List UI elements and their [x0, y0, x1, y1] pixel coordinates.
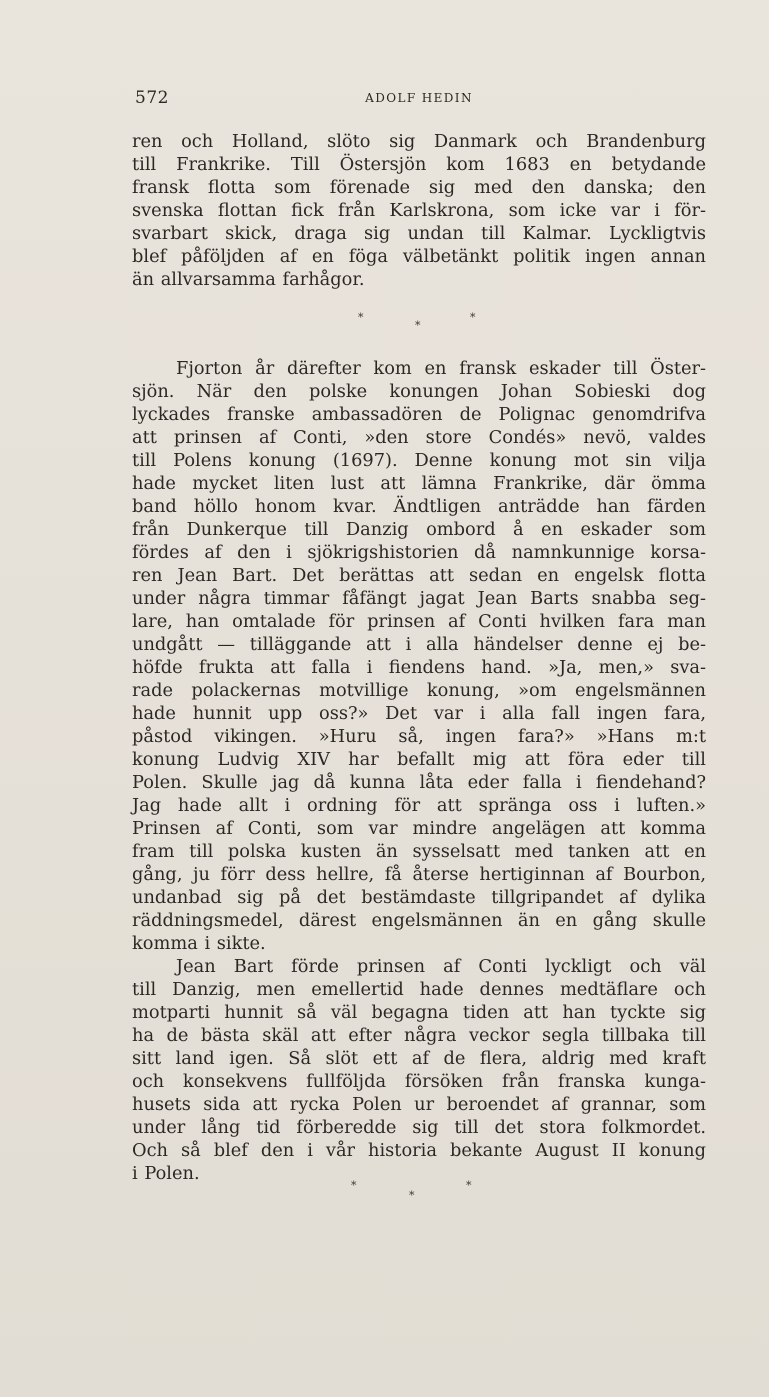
paragraph-3-line: Jean Bart förde prinsen af Conti lyckligt och väl: [176, 956, 706, 977]
paragraph-2-line: band höllo honom kvar. Ändtligen anträdde han färden: [132, 496, 706, 517]
running-head: ADOLF HEDIN: [365, 91, 473, 105]
paragraph-1-line: än allvarsamma farhågor.: [132, 269, 365, 290]
paragraph-2-line: komma i sikte.: [132, 933, 266, 954]
paragraph-3-line: ha de bästa skäl att efter några veckor segla tillbaka till: [132, 1025, 706, 1046]
paragraph-1-line: svarbart skick, draga sig undan till Kalmar. Lyckligtvis: [132, 223, 706, 244]
asterisk: *: [358, 311, 364, 324]
paragraph-2-line: hade hunnit upp oss?» Det var i alla fall ingen fara,: [132, 703, 706, 724]
paragraph-3-line: och konsekvens fullföljda försöken från franska kunga-: [132, 1071, 706, 1092]
section-separator: [0, 1180, 769, 1200]
paragraph-2-line: Polen. Skulle jag då kunna låta eder falla i fiendehand?: [132, 772, 706, 793]
paragraph-2-line: ren Jean Bart. Det berättas att sedan en engelsk flotta: [132, 565, 706, 586]
paragraph-3-line: under lång tid förberedde sig till det stora folkmordet.: [132, 1117, 706, 1138]
section-separator: [0, 312, 769, 332]
paragraph-2-line: rade polackernas motvillige konung, »om engelsmännen: [132, 680, 706, 701]
paragraph-3-line: i Polen.: [132, 1163, 200, 1184]
paragraph-1-line: blef påföljden af en föga välbetänkt politik ingen annan: [132, 246, 706, 267]
paragraph-2-line: Prinsen af Conti, som var mindre angelägen att komma: [132, 818, 706, 839]
paragraph-1-line: fransk flotta som förenade sig med den danska; den: [132, 177, 706, 198]
paragraph-2-line: sjön. När den polske konungen Johan Sobieski dog: [132, 381, 706, 402]
paragraph-3-line: husets sida att rycka Polen ur beroendet af grannar, som: [132, 1094, 706, 1115]
asterisk: *: [415, 319, 421, 332]
paragraph-1-line: svenska flottan fick från Karlskrona, som icke var i för-: [132, 200, 706, 221]
paragraph-2-line: gång, ju förr dess hellre, få återse hertiginnan af Bourbon,: [132, 864, 706, 885]
paragraph-2-line: undanbad sig på det bestämdaste tillgripandet af dylika: [132, 887, 706, 908]
paragraph-3-line: motparti hunnit så väl begagna tiden att han tyckte sig: [132, 1002, 706, 1023]
paragraph-2-line: höfde frukta att falla i fiendens hand. »Ja, men,» sva-: [132, 657, 706, 678]
paragraph-2-line: konung Ludvig XIV har befallt mig att föra eder till: [132, 749, 706, 770]
paragraph-2-line: till Polens konung (1697). Denne konung mot sin vilja: [132, 450, 706, 471]
paragraph-3-line: sitt land igen. Så slöt ett af de flera, aldrig med kraft: [132, 1048, 706, 1069]
paragraph-2-line: hade mycket liten lust att lämna Frankrike, där ömma: [132, 473, 706, 494]
paragraph-2-line: Jag hade allt i ordning för att spränga oss i luften.»: [132, 795, 706, 816]
paragraph-2-line: lare, han omtalade för prinsen af Conti hvilken fara man: [132, 611, 706, 632]
paragraph-2-line: fram till polska kusten än sysselsatt med tanken att en: [132, 841, 706, 862]
asterisk: *: [409, 1189, 415, 1202]
paragraph-2-line: att prinsen af Conti, »den store Condés» nevö, valdes: [132, 427, 706, 448]
paragraph-3-line: till Danzig, men emellertid hade dennes medtäflare och: [132, 979, 706, 1000]
paragraph-2-line: påstod vikingen. »Huru så, ingen fara?» »Hans m:t: [132, 726, 706, 747]
page-header: [132, 88, 706, 112]
asterisk: *: [470, 311, 476, 324]
paragraph-2-line: under några timmar fåfängt jagat Jean Barts snabba seg-: [132, 588, 706, 609]
asterisk: *: [466, 1179, 472, 1192]
paragraph-2-line: lyckades franske ambassadören de Polignac genomdrifva: [132, 404, 706, 425]
paragraph-2-line: räddningsmedel, därest engelsmännen än en gång skulle: [132, 910, 706, 931]
paragraph-2-line: från Dunkerque till Danzig ombord å en eskader som: [132, 519, 706, 540]
paragraph-3-line: Och så blef den i vår historia bekante August II konung: [132, 1140, 706, 1161]
asterisk: *: [351, 1179, 357, 1192]
page-number: 572: [135, 88, 169, 108]
paragraph-2-line: fördes af den i sjökrigshistorien då namnkunnige korsa-: [132, 542, 706, 563]
paragraph-1-line: ren och Holland, slöto sig Danmark och Brandenburg: [132, 131, 706, 152]
paragraph-2-line: Fjorton år därefter kom en fransk eskader till Öster-: [176, 358, 706, 379]
paragraph-1-line: till Frankrike. Till Östersjön kom 1683 en betydande: [132, 154, 706, 175]
paragraph-2-line: undgått — tilläggande att i alla händelser denne ej be-: [132, 634, 706, 655]
